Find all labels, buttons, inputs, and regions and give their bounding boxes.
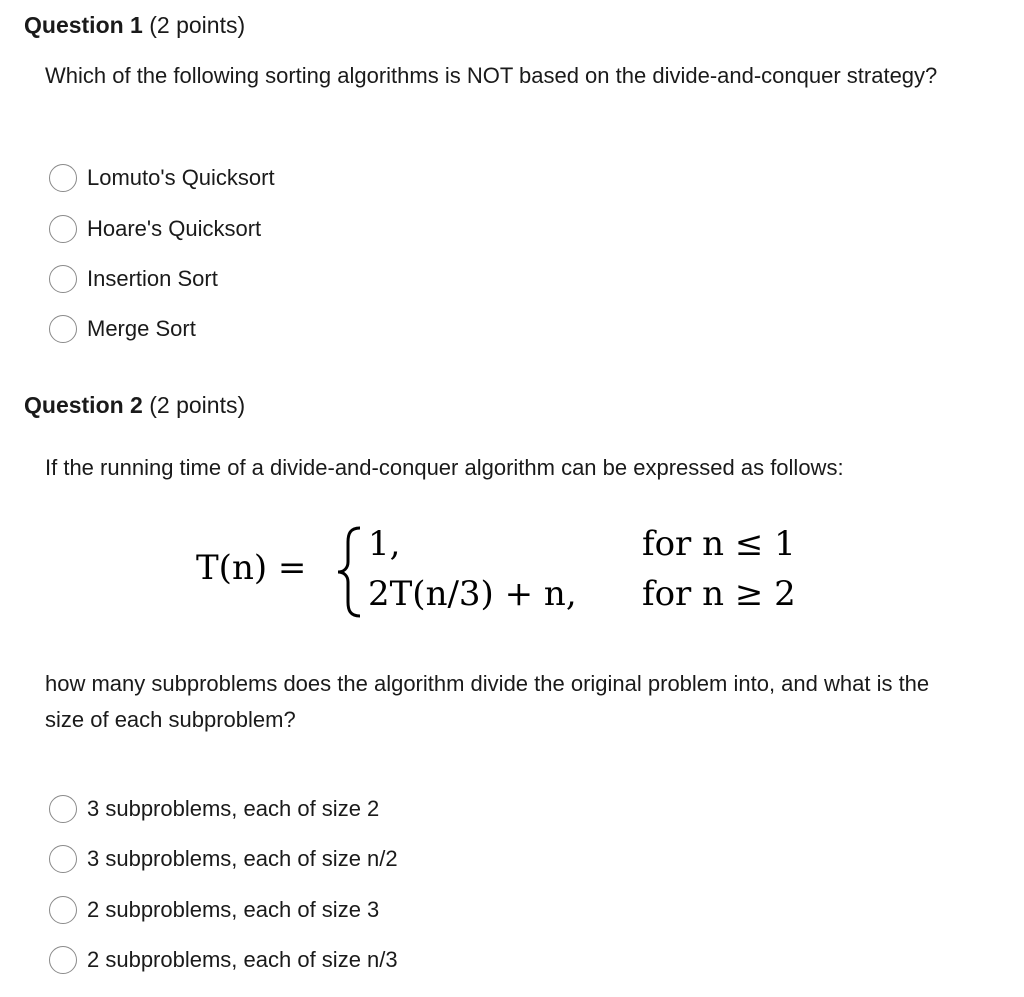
radio-button[interactable] xyxy=(49,795,77,823)
q2-option-1[interactable] xyxy=(49,793,379,825)
radio-button[interactable] xyxy=(49,896,77,924)
q1-option-2[interactable] xyxy=(49,213,261,245)
q2-option-4[interactable] xyxy=(49,944,398,976)
option-label: Hoare's Quicksort xyxy=(87,216,262,241)
option-label: Lomuto's Quicksort xyxy=(87,165,275,190)
radio-button[interactable] xyxy=(49,265,77,293)
option-label: 3 subproblems, each of size 2 xyxy=(87,796,380,821)
left-brace-icon xyxy=(336,526,366,618)
q2-option-3[interactable] xyxy=(49,894,379,926)
question-1-points: (2 points) xyxy=(149,12,246,38)
option-label: 2 subproblems, each of size n/3 xyxy=(87,947,398,972)
case-2-expression: 2T(n/3) + n, xyxy=(368,574,577,614)
question-2-title: Question 2 xyxy=(24,392,143,418)
question-2-header xyxy=(24,392,245,419)
radio-button[interactable] xyxy=(49,315,77,343)
radio-button[interactable] xyxy=(49,215,77,243)
formula-lhs: T(n) = xyxy=(196,548,307,588)
question-1-title: Question 1 xyxy=(24,12,143,38)
question-1-header xyxy=(24,12,245,39)
question-2-prompt: If the running time of a divide-and-conquer algorithm can be expressed as follows: xyxy=(45,455,844,480)
recurrence-formula xyxy=(190,522,830,622)
option-label: Merge Sort xyxy=(87,316,196,341)
q1-option-4[interactable] xyxy=(49,313,196,345)
question-2-followup: how many subproblems does the algorithm divide the original problem into, and what is the size of each subproblem? xyxy=(45,671,930,732)
option-label: 2 subproblems, each of size 3 xyxy=(87,897,380,922)
question-2-points: (2 points) xyxy=(149,392,246,418)
q1-option-3[interactable] xyxy=(49,263,218,295)
question-1-prompt: Which of the following sorting algorithms is NOT based on the divide-and-conquer strategy? xyxy=(45,63,938,88)
case-2-condition: for n ≥ 2 xyxy=(642,574,796,614)
case-1-expression: 1, xyxy=(368,524,401,564)
radio-button[interactable] xyxy=(49,946,77,974)
q1-option-1[interactable] xyxy=(49,162,275,194)
radio-button[interactable] xyxy=(49,164,77,192)
option-label: Insertion Sort xyxy=(87,266,218,291)
option-label: 3 subproblems, each of size n/2 xyxy=(87,846,398,871)
case-1-condition: for n ≤ 1 xyxy=(642,524,796,564)
radio-button[interactable] xyxy=(49,845,77,873)
q2-option-2[interactable] xyxy=(49,843,398,875)
